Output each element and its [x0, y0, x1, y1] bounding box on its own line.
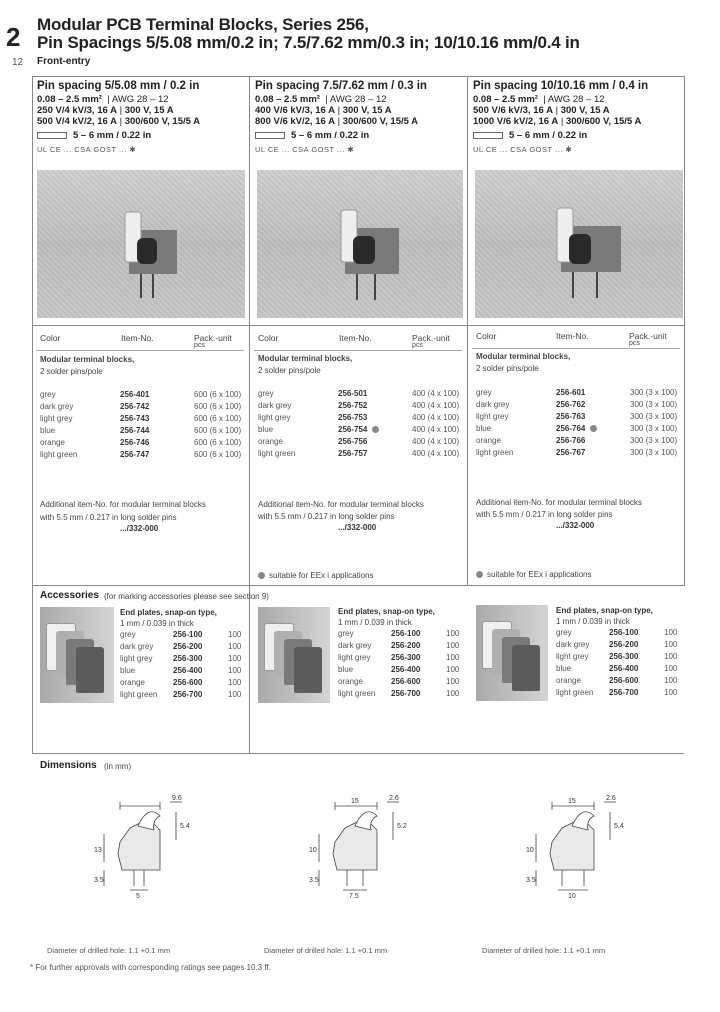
group-label-3a: Modular terminal blocks,: [476, 352, 571, 361]
th-rule-2: [254, 350, 462, 351]
row-pack: 600 (6 x 100): [194, 402, 242, 411]
subtitle: Front-entry: [37, 56, 91, 67]
th-color-1: Color: [40, 333, 61, 343]
product-photo-2: [257, 170, 463, 318]
row-item: 256-756: [338, 437, 368, 446]
row-item: 256-401: [120, 390, 150, 399]
additional-note-2b: with 5.5 mm / 0.217 in long solder pins: [258, 512, 395, 521]
dimension-drawing-1: [90, 792, 210, 902]
row-color: grey: [338, 629, 354, 638]
row-color: light grey: [120, 654, 153, 663]
iec-rating-1a: 250 V/4 kV/3, 16 A: [37, 105, 117, 116]
table-row: [556, 628, 678, 640]
row-color: blue: [40, 426, 56, 435]
group-label-2a: Modular terminal blocks,: [258, 354, 353, 363]
dim-pitch-label: 5: [136, 893, 140, 900]
th-item-1: Item-No.: [121, 333, 154, 343]
table-row: [120, 678, 242, 690]
hole-note-2: Diameter of drilled hole: 1.1 +0.1 mm: [264, 946, 388, 955]
dim-pitch-label: 10: [568, 893, 576, 900]
row-color: blue: [556, 664, 572, 673]
th-pack-1: Pack.-unit: [194, 333, 232, 343]
iec-rating-1b: 500 V/4 kV/2, 16 A: [37, 116, 117, 127]
table-row: [338, 641, 460, 653]
table-row: [556, 676, 678, 688]
row-color: orange: [120, 678, 145, 687]
row-item: 256-600: [391, 677, 421, 686]
row-color: dark grey: [40, 402, 74, 411]
row-pack: 100: [446, 641, 460, 650]
approvals-2: UL CE ... CSA GOST ... ✱: [255, 145, 355, 154]
table-row: [338, 677, 460, 689]
additional-note-1b: with 5.5 mm / 0.217 in long solder pins: [40, 513, 177, 522]
row-item: 256-100: [173, 630, 203, 639]
row-pack: 100: [446, 629, 460, 638]
wire-range-3: 0.08 – 2.5 mm²: [473, 94, 538, 105]
accessory-thickness: 1 mm / 0.039 in thick: [120, 619, 194, 628]
approvals-1: UL CE ... CSA GOST ... ✱: [37, 145, 137, 154]
row-color: light grey: [556, 652, 589, 661]
terminal-block-image: [37, 170, 245, 318]
th-color-3: Color: [476, 331, 497, 341]
row-color: light green: [120, 690, 158, 699]
col-divider-2: [467, 76, 468, 586]
dim-top-label: 5.4: [180, 823, 190, 830]
pin-spacing-1: Pin spacing 5/5.08 mm / 0.2 in: [37, 80, 200, 92]
row-pack: 100: [446, 689, 460, 698]
row-pack: 100: [228, 690, 242, 699]
table-row: [556, 664, 678, 676]
row-pack: 400 (4 x 100): [412, 425, 460, 434]
ul-rating-1b: 300/600 V, 15/5 A: [124, 116, 201, 127]
row-pack: 400 (4 x 100): [412, 413, 460, 422]
row-pack: 100: [228, 678, 242, 687]
ul-rating-2a: 300 V, 15 A: [342, 105, 392, 116]
strip-icon: [255, 132, 285, 139]
row-color: orange: [556, 676, 581, 685]
row-item: 256-300: [173, 654, 203, 663]
row-pack: 400 (4 x 100): [412, 449, 460, 458]
hole-note-3: Diameter of drilled hole: 1.1 +0.1 mm: [482, 946, 606, 955]
row-color: grey: [556, 628, 572, 637]
strip-icon: [473, 132, 503, 139]
dim-offset-label: 2.6: [606, 795, 616, 802]
row-item: 256-767: [556, 448, 586, 457]
table-row: [556, 640, 678, 652]
group-label-1b: 2 solder pins/pole: [40, 367, 103, 376]
row-pack: 300 (3 x 100): [630, 424, 678, 433]
strip-length-2: 5 – 6 mm / 0.22 in: [291, 130, 370, 141]
row-color: orange: [338, 677, 363, 686]
th-pcs-1: pcs: [194, 342, 205, 349]
additional-note-1a: Additional item-No. for modular terminal blocks: [40, 500, 206, 509]
row-color: light green: [338, 689, 376, 698]
row-item: 256-743: [120, 414, 150, 423]
row-pack: 300 (3 x 100): [630, 448, 678, 457]
table-row: [556, 688, 678, 700]
row-pack: 100: [664, 688, 678, 697]
dim-pitch-label: 7.5: [349, 893, 359, 900]
dimensions-unit: (in mm): [104, 762, 132, 771]
row-item: 256-762: [556, 400, 586, 409]
ul-rating-3a: 300 V, 15 A: [560, 105, 610, 116]
row-color: dark grey: [556, 640, 590, 649]
row-item: 256-601: [556, 388, 586, 397]
table-row: [120, 654, 242, 666]
accessories-note: (for marking accessories please see section 9): [104, 592, 269, 601]
product-photo-1: [37, 170, 245, 318]
row-item: 256-100: [609, 628, 639, 637]
page-title-line2: Pin Spacings 5/5.08 mm/0.2 in; 7.5/7.62 mm/0.3 in; 10/10.16 mm/0.4 in: [37, 33, 580, 52]
row-color: light green: [258, 449, 296, 458]
row-pack: 300 (3 x 100): [630, 436, 678, 445]
pin-spacing-3: Pin spacing 10/10.16 mm / 0.4 in: [473, 80, 649, 92]
additional-note-3b: with 5.5 mm / 0.217 in long solder pins: [476, 510, 613, 519]
accessory-list-2: [338, 607, 460, 701]
strip-length-1: 5 – 6 mm / 0.22 in: [73, 130, 152, 141]
top-rule: [32, 76, 684, 77]
accessory-title: End plates, snap-on type,: [338, 607, 435, 616]
row-color: light grey: [258, 413, 291, 422]
row-color: light grey: [40, 414, 73, 423]
ul-rating-2b: 300/600 V, 15/5 A: [342, 116, 419, 127]
accessory-title: End plates, snap-on type,: [120, 608, 217, 617]
iec-rating-3b: 1000 V/6 kV/2, 16 A: [473, 116, 559, 127]
eex-note-text-2: suitable for EEx i applications: [269, 571, 374, 580]
dimension-drawing-2: [305, 792, 425, 902]
spec-block-3: Pin spacing 10/10.16 mm / 0.4 in 0.08 – 2.5 mm² | AWG 28 – 12 500 V/6 kV/3, 16 A | 300 V, 15 A 1000 V/6 kV/2, 16 A | 300/600 V, 15/5 A 5 – 6 mm / 0.22 in UL CE ... CSA GOST ... ✱: [473, 80, 683, 154]
iec-rating-3a: 500 V/6 kV/3, 16 A: [473, 105, 553, 116]
row-item: 256-747: [120, 450, 150, 459]
th-pcs-2: pcs: [412, 342, 423, 349]
spec-block-2: Pin spacing 7.5/7.62 mm / 0.3 in 0.08 – 2.5 mm² | AWG 28 – 12 400 V/6 kV/3, 16 A | 300 V, 15 A 800 V/6 kV/2, 16 A | 300/600 V, 15/5 A 5 – 6 mm / 0.22 in UL CE ... CSA GOST ... ✱: [255, 80, 465, 154]
approvals-3: UL CE ... CSA GOST ... ✱: [473, 145, 573, 154]
wire-range-1: 0.08 – 2.5 mm²: [37, 94, 102, 105]
row-item: 256-600: [173, 678, 203, 687]
row-item: 256-400: [173, 666, 203, 675]
row-item: 256-600: [609, 676, 639, 685]
iec-rating-2b: 800 V/6 kV/2, 16 A: [255, 116, 335, 127]
col-divider-1: [249, 76, 250, 754]
row-item: 256-300: [391, 653, 421, 662]
additional-suffix-3: .../332-000: [556, 521, 595, 530]
row-color: blue: [476, 424, 492, 433]
row-pack: 300 (3 x 100): [630, 388, 678, 397]
row-pack: 400 (4 x 100): [412, 389, 460, 398]
row-pack: 300 (3 x 100): [630, 400, 678, 409]
additional-suffix-2: .../332-000: [338, 523, 377, 532]
th-item-3: Item-No.: [556, 331, 589, 341]
dim-width-label: 15: [568, 798, 576, 805]
row-pack: 400 (4 x 100): [412, 437, 460, 446]
dim-pin-label: 3.5: [526, 877, 536, 884]
terminal-block-image: [475, 170, 683, 318]
row-item: 256-752: [338, 401, 368, 410]
row-pack: 600 (6 x 100): [194, 390, 242, 399]
spec-block-1: Pin spacing 5/5.08 mm / 0.2 in 0.08 – 2.5 mm² | AWG 28 – 12 250 V/4 kV/3, 16 A | 300 V, 15 A 500 V/4 kV/2, 16 A | 300/600 V, 15/5 A 5 – 6 mm / 0.22 in UL CE ... CSA GOST ... ✱: [37, 80, 247, 154]
additional-note-3a: Additional item-No. for modular terminal blocks: [476, 498, 642, 507]
row-pack: 100: [664, 676, 678, 685]
row-pack: 100: [664, 664, 678, 673]
th-item-2: Item-No.: [339, 333, 372, 343]
row-pack: 300 (3 x 100): [630, 412, 678, 421]
row-item: 256-744: [120, 426, 150, 435]
th-color-2: Color: [258, 333, 279, 343]
th-pack-3: Pack.-unit: [629, 331, 667, 341]
table-row: [556, 652, 678, 664]
table-row: [120, 666, 242, 678]
product-photo-3: [475, 170, 683, 318]
row-item: 256-757: [338, 449, 368, 458]
chapter-number: 2: [6, 22, 21, 52]
accessory-title: End plates, snap-on type,: [556, 606, 653, 615]
row-color: orange: [258, 437, 283, 446]
row-color: grey: [120, 630, 136, 639]
end-plate-image-1: [40, 607, 114, 703]
additional-suffix-1: .../332-000: [120, 524, 159, 533]
row-color: blue: [258, 425, 274, 434]
eex-marker-icon: [590, 425, 597, 432]
ul-rating-1a: 300 V, 15 A: [124, 105, 174, 116]
row-pack: 100: [446, 653, 460, 662]
row-item: 256-753: [338, 413, 368, 422]
eex-marker-icon: [476, 571, 483, 578]
dim-top-label: 5.4: [614, 823, 624, 830]
accessory-list-1: [120, 608, 242, 702]
row-color: dark grey: [476, 400, 510, 409]
terminal-block-image: [257, 170, 463, 318]
row-pack: 600 (6 x 100): [194, 438, 242, 447]
row-pack: 100: [446, 677, 460, 686]
row-item: 256-766: [556, 436, 586, 445]
row-item: 256-200: [173, 642, 203, 651]
dim-pin-label: 3.5: [309, 877, 319, 884]
iec-rating-2a: 400 V/6 kV/3, 16 A: [255, 105, 335, 116]
row-pack: 100: [664, 640, 678, 649]
accessories-bottom-rule: [32, 753, 684, 754]
table-row: [120, 642, 242, 654]
row-pack: 100: [228, 666, 242, 675]
row-color: dark grey: [120, 642, 154, 651]
dim-left-label: 10: [309, 847, 317, 854]
eex-note-3: [476, 570, 592, 579]
group-label-3b: 2 solder pins/pole: [476, 364, 539, 373]
col-divider-left: [32, 76, 33, 754]
row-item: 256-764: [556, 424, 586, 433]
accessory-thickness: 1 mm / 0.039 in thick: [556, 617, 630, 626]
dimension-drawing-3: [522, 792, 642, 902]
strip-icon: [37, 132, 67, 139]
awg-3: AWG 28 – 12: [547, 94, 605, 105]
row-color: orange: [476, 436, 501, 445]
row-item: 256-742: [120, 402, 150, 411]
strip-length-3: 5 – 6 mm / 0.22 in: [509, 130, 588, 141]
row-pack: 100: [228, 642, 242, 651]
col-divider-right: [684, 76, 685, 586]
row-item: 256-754: [338, 425, 368, 434]
row-pack: 600 (6 x 100): [194, 414, 242, 423]
ul-rating-3b: 300/600 V, 15/5 A: [565, 116, 642, 127]
row-color: grey: [476, 388, 492, 397]
row-pack: 100: [228, 630, 242, 639]
table-bottom-rule: [32, 585, 684, 586]
awg-2: AWG 28 – 12: [329, 94, 387, 105]
row-item: 256-400: [609, 664, 639, 673]
hole-note-1: Diameter of drilled hole: 1.1 +0.1 mm: [47, 946, 171, 955]
table-row: [338, 665, 460, 677]
dim-top-label: 5.2: [397, 823, 407, 830]
row-color: light green: [476, 448, 514, 457]
dimensions-heading: Dimensions: [40, 760, 97, 771]
row-color: grey: [258, 389, 274, 398]
row-color: light grey: [476, 412, 509, 421]
row-item: 256-746: [120, 438, 150, 447]
row-item: 256-700: [173, 690, 203, 699]
row-color: blue: [338, 665, 354, 674]
row-pack: 100: [664, 652, 678, 661]
row-item: 256-501: [338, 389, 368, 398]
accessories-heading: Accessories: [40, 590, 99, 601]
accessory-thickness: 1 mm / 0.039 in thick: [338, 618, 412, 627]
row-item: 256-700: [609, 688, 639, 697]
th-rule-1: [36, 350, 244, 351]
th-rule-3: [472, 348, 680, 349]
row-color: dark grey: [258, 401, 292, 410]
row-color: light grey: [338, 653, 371, 662]
row-color: grey: [40, 390, 56, 399]
table-row: [120, 630, 242, 642]
wire-range-2: 0.08 – 2.5 mm²: [255, 94, 320, 105]
accessory-list-3: [556, 606, 678, 700]
end-plate-image-3: [476, 605, 548, 701]
row-item: 256-700: [391, 689, 421, 698]
page-number: 12: [12, 57, 24, 68]
th-pcs-3: pcs: [629, 340, 640, 347]
end-plate-image-2: [258, 607, 330, 703]
th-pack-2: Pack.-unit: [412, 333, 450, 343]
row-pack: 600 (6 x 100): [194, 426, 242, 435]
eex-note-text-3: suitable for EEx i applications: [487, 570, 592, 579]
row-color: dark grey: [338, 641, 372, 650]
row-item: 256-200: [609, 640, 639, 649]
table-row: [338, 689, 460, 701]
additional-note-2a: Additional item-No. for modular terminal blocks: [258, 500, 424, 509]
eex-marker-icon: [372, 426, 379, 433]
row-color: light green: [556, 688, 594, 697]
row-item: 256-300: [609, 652, 639, 661]
table-top-rule: [32, 325, 684, 326]
group-label-2b: 2 solder pins/pole: [258, 366, 321, 375]
row-color: orange: [40, 438, 65, 447]
footnote: * For further approvals with corresponding ratings see pages 10.3 ff.: [30, 963, 271, 972]
dim-pin-label: 3.5: [94, 877, 104, 884]
row-color: blue: [120, 666, 136, 675]
page-title-line1: Modular PCB Terminal Blocks, Series 256,: [37, 15, 369, 34]
dim-left-label: 10: [526, 847, 534, 854]
dim-offset-label: 2.6: [389, 795, 399, 802]
row-pack: 100: [664, 628, 678, 637]
row-pack: 100: [228, 654, 242, 663]
row-item: 256-400: [391, 665, 421, 674]
group-label-1a: Modular terminal blocks,: [40, 355, 135, 364]
table-row: [338, 629, 460, 641]
row-item: 256-100: [391, 629, 421, 638]
table-row: [120, 690, 242, 702]
row-pack: 600 (6 x 100): [194, 450, 242, 459]
pin-spacing-2: Pin spacing 7.5/7.62 mm / 0.3 in: [255, 80, 427, 92]
row-item: 256-763: [556, 412, 586, 421]
eex-marker-icon: [258, 572, 265, 579]
row-pack: 400 (4 x 100): [412, 401, 460, 410]
dim-width-label: 9.6: [172, 795, 182, 802]
awg-1: AWG 28 – 12: [111, 94, 169, 105]
dim-left-label: 13: [94, 847, 102, 854]
row-item: 256-200: [391, 641, 421, 650]
table-row: [338, 653, 460, 665]
row-pack: 100: [446, 665, 460, 674]
eex-note-2: [258, 571, 374, 580]
row-color: light green: [40, 450, 78, 459]
dim-width-label: 15: [351, 798, 359, 805]
